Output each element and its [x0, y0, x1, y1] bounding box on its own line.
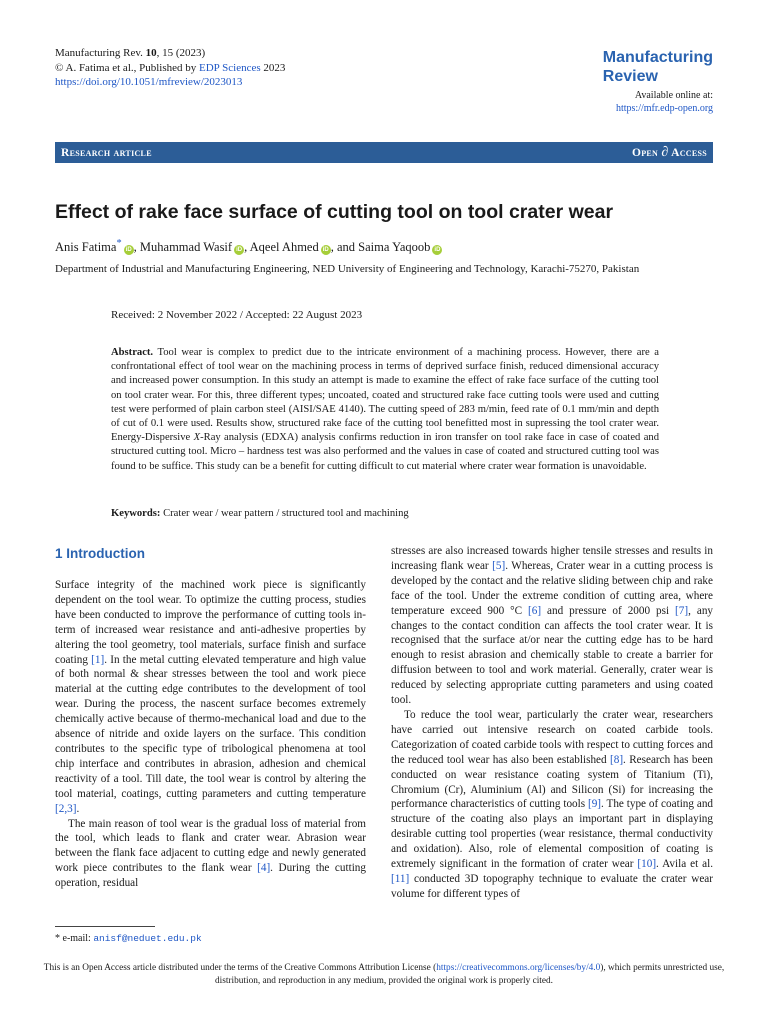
affiliation: Department of Industrial and Manufacturing Engineering, NED University of Engineering and Technology, Karachi-75270, Pakistan: [55, 263, 640, 275]
body-column-left: [55, 578, 366, 891]
citation-link[interactable]: [2,3]: [55, 802, 77, 815]
open-access-label: Open ∂ Access: [631, 144, 707, 160]
abstract: Abstract. Tool wear is complex to predict due to the intricate environment of a machining process. However, there are a confrontational effect of tool wear on the machining process in terms of deprived surface finish, reduced dimensional accuracy and increased power consumption. In this study an attempt is made to examine the effect of rake face surface of the cutting tool on tool crater wear. For this, three different types; uncoated, coated and structured rake face cutting tools were used and cutting test were performed of plain carbon steel (AISI/SAE 4140). The cutting speed of 283 m/min, feed rate of 0.1 mm/min and depth of cut of 0.1 were used. Results show, structured rake face of the cutting tool benefitted most in supressing the tool crater wear. Energy-Dispersive X-Ray analysis (EDXA) analysis confirms reduction in iron transfer on tool rake face in case of coated and structured cutting tool. Micro – hardness test was also performed and the values in case of coated and structured cutting tool was found to be suffice. This study can be a benefit for cutting difficult to cut material where crater wear formation is unavoidable.: [111, 347, 660, 472]
abstract-label: Abstract.: [111, 347, 154, 358]
author-name: Aqeel Ahmed: [249, 240, 319, 255]
footnote-divider: [55, 926, 155, 927]
availability-note: Available online at: https://mfr.edp-open.org: [615, 90, 713, 114]
orcid-icon[interactable]: iD: [434, 247, 441, 254]
orcid-icon[interactable]: iD: [125, 247, 132, 254]
publisher-link[interactable]: EDP Sciences: [199, 61, 261, 74]
citation-line: Manufacturing Rev. 10, 15 (2023): [55, 47, 206, 59]
doi-link[interactable]: https://doi.org/10.1051/mfreview/2023013: [55, 76, 243, 88]
received-accepted-dates: Received: 2 November 2022 / Accepted: 22 August 2023: [111, 309, 363, 321]
paragraph: stresses are also increased towards higher tensile stresses and results in increasing flank wear [5]. Whereas, Crater wear in a cutting process is developed by the contact and the relative sliding between chip and rake face of the tool. Under the extreme condition of cutting area, where temperature exceed 900 °C [6] and pressure of 2000 psi [7], any changes to the contact condition can affects the tool crater wear. It is recognised that the surface at/or near the cutting edge has to be hard enough to resist abrasion and chemically stable to create a barrier for diffusion between to tool and work material. Generally, crater wear is reduced by selecting appropriate cutting parameters and using coated tool.: [391, 545, 714, 707]
orcid-icon[interactable]: iD: [322, 247, 329, 254]
citation-link[interactable]: [10]: [637, 858, 657, 871]
orcid-icon[interactable]: iD: [236, 247, 243, 254]
citation-link[interactable]: [9]: [587, 798, 602, 811]
author-name: Saima Yaqoob: [358, 240, 431, 255]
footnote-email: * e-mail: anisf@neduet.edu.pk: [55, 933, 202, 944]
citation-link[interactable]: [6]: [528, 604, 542, 617]
article-type-label: Research article: [61, 146, 152, 159]
article-title: Effect of rake face surface of cutting tool on tool crater wear: [55, 201, 614, 223]
citation-link[interactable]: [5]: [492, 559, 506, 572]
body-column-right: [391, 544, 713, 902]
paragraph: The main reason of tool wear is the gradual loss of material from the tool, which leads to flank and crater wear. Abrasion wear between the flank face adjacent to cutting edge and newly generated work piece contributes to the flank wear [4]. During the cutting operation, residual: [55, 817, 366, 890]
license-notice: This is an Open Access article distributed under the terms of the Creative Commons Attribution License (https://creativecommons.org/licenses/by/4.0), which permits unrestricted use, distribution, and reproduction in any medium, provided the original work is properly cited.: [43, 963, 725, 986]
citation-link[interactable]: [7]: [675, 604, 689, 617]
section-heading-introduction: 1 Introduction: [55, 546, 145, 561]
author-list: Anis Fatima*iD , Muhammad Wasif iD , Aqeel Ahmed iD , and Saima Yaqoob iD: [55, 238, 441, 255]
open-access-icon: ∂: [661, 144, 669, 160]
citation-link[interactable]: [8]: [610, 753, 624, 766]
keywords-label: Keywords:: [111, 508, 161, 519]
copyright-line: © A. Fatima et al., Published by EDP Sciences 2023: [55, 61, 286, 74]
journal-url-link[interactable]: https://mfr.edp-open.org: [615, 102, 713, 114]
paragraph: Surface integrity of the machined work piece is significantly dependent on the tool wear. To optimize the cutting process, studies have been conducted to improve the performance of cutting tools in-term of increased wear resistance and anti-adhesive properties by altering the tool geometry, tool materials, surface finish and surface coating [1]. In the metal cutting elevated temperature and high value of both normal & shear stresses between the tool and work piece material at the cutting edge contributes to the development of tool wear. During the process, the nascent surface becomes extremely chemically active because of thermo-mechanical load and due to the absence of nitride and oxide layers on the surface. This condition contributes to the specific type of tribological phenomena at tool chip interface and contributes in abrasion, adhesion and chemical reactivity of a tool. Till date, the tool wear is control by altering the tool material, coatings, cutting parameters and cutting temperature [2,3].: [55, 579, 366, 815]
journal-citation-block: [55, 46, 285, 90]
email-link[interactable]: anisf@neduet.edu.pk: [93, 933, 202, 944]
author-name: Anis Fatima: [55, 240, 117, 255]
journal-name: Manufacturing Review: [602, 49, 713, 85]
journal-masthead: [603, 48, 713, 115]
license-link[interactable]: https://creativecommons.org/licenses/by/4.0: [436, 963, 601, 973]
paragraph: To reduce the tool wear, particularly the crater wear, researchers have carried out intensive research on coated carbide tools. Categorization of coated carbide tools with respect to cutting forces and the reduced tool wear has also been established [8]. Research has been conducted on wear resistance coating system of Titanium (Ti), Chromium (Cr), Aluminium (Al) and Silicon (Si) for increasing the performance characteristics of cutting tools [9]. The type of coating and structure of the coating also plays an important part in displaying desirable cutting tool properties (wear resistance, thermal conductivity and oxidation). Also, role of elemental composition of coating is extremely significant in the formation of crater wear [10]. Avila et al. [11] conducted 3D topography technique to evaluate the crater wear volume for different types of: [391, 708, 714, 900]
volume-number: 10: [145, 47, 157, 59]
citation-link[interactable]: [11]: [391, 872, 410, 885]
citation-link[interactable]: [4]: [257, 862, 271, 875]
author-name: Muhammad Wasif: [139, 240, 233, 255]
corresponding-author-mark[interactable]: *: [116, 238, 122, 249]
keywords: Keywords: Crater wear / wear pattern / structured tool and machining: [111, 508, 409, 519]
article-type-banner: [55, 142, 713, 163]
citation-link[interactable]: [1]: [91, 653, 105, 666]
